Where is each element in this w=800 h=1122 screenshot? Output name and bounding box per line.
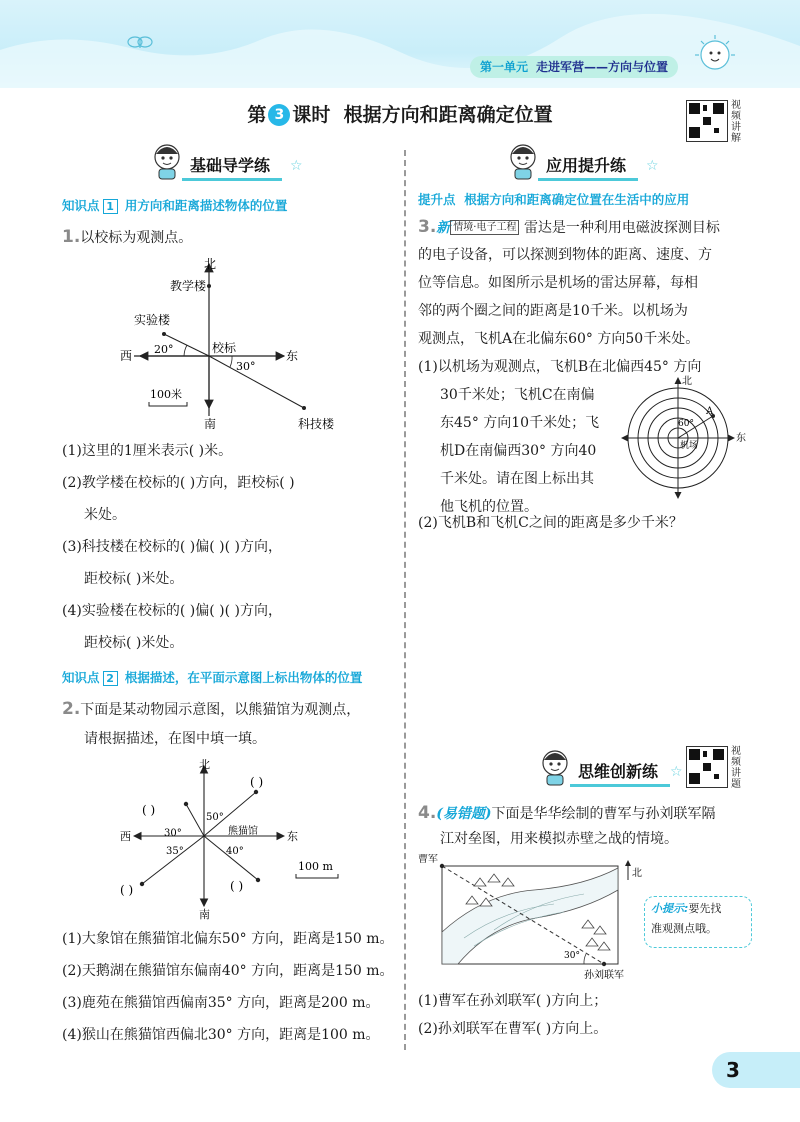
q1-compass-diagram — [112, 256, 342, 436]
header-band — [0, 0, 800, 88]
lesson-suffix: 课时 — [292, 104, 331, 126]
unit-tag — [470, 56, 678, 78]
section-innovation — [538, 756, 688, 786]
knowledge-point-2: 知识点 2 根据描述，在平面示意图上标出物体的位置 — [62, 670, 363, 685]
angle-30-label: 30° — [236, 360, 256, 373]
q4-item-2: (2)孙刘联军在曹军( )方向上。 — [418, 1021, 608, 1037]
east-label: 东 — [287, 830, 298, 843]
question-3-stem: 3.新 情境·电子工程 雷达是一种利用电磁波探测目标 — [418, 217, 720, 237]
east-label: 东 — [736, 433, 746, 444]
west-label: 西 — [120, 349, 133, 363]
star-icon: ☆ — [290, 158, 303, 174]
section-title: 基础导学练 — [182, 154, 282, 181]
building-tech-label: 科技楼 — [298, 417, 335, 431]
section-title: 思维创新练 — [570, 760, 670, 787]
q2-item-3: (3)鹿苑在熊猫馆西偏南35° 方向，距离是200 m。 — [62, 995, 380, 1011]
qr-label: 视频讲题 — [731, 746, 741, 790]
q3-sub1-line-2: 30千米处；飞机C在南偏 — [440, 387, 595, 403]
building-teaching-label: 教学楼 — [170, 279, 207, 293]
question-4-stem: 4.(易错题)下面是华华绘制的曹军与孙刘联军隔 — [418, 803, 716, 823]
knowledge-point-1: 知识点 1 用方向和距离描述物体的位置 — [62, 198, 288, 213]
q3-line-2: 的电子设备，可以探测到物体的距离、速度、方 — [418, 247, 712, 263]
east-label: 东 — [286, 349, 299, 363]
q4-battle-map — [414, 854, 644, 982]
west-label: 西 — [120, 830, 131, 843]
plane-a-label: A — [706, 406, 714, 417]
hint-box: 小提示:要先找 准观测点哦。 — [644, 896, 752, 948]
unit-title: 走进军营——方向与位置 — [536, 60, 669, 74]
page-number-tab — [712, 1052, 800, 1088]
header-decoration — [0, 0, 800, 88]
angle-35-label: 35° — [166, 846, 184, 857]
section-application — [506, 150, 666, 180]
qr-code-icon[interactable] — [686, 100, 728, 142]
q2-item-2: (2)天鹅湖在熊猫馆东偏南40° 方向，距离是150 m。 — [62, 963, 394, 979]
building-lab-label: 实验楼 — [134, 313, 171, 327]
star-icon: ☆ — [646, 158, 659, 174]
star-icon: ☆ — [670, 764, 683, 780]
q1-item-1: (1)这里的1厘米表示( )米。 — [62, 443, 233, 459]
lesson-number-badge: 3 — [268, 104, 290, 126]
north-label: 北 — [204, 257, 217, 271]
section-basic — [150, 150, 310, 180]
north-label: 北 — [682, 376, 692, 387]
angle-30-label: 30° — [564, 951, 580, 961]
question-1-stem: 1.以校标为观测点。 — [62, 227, 193, 247]
q2-item-4: (4)猴山在熊猫馆西偏北30° 方向，距离是100 m。 — [62, 1027, 380, 1043]
q2-zoo-diagram — [112, 756, 372, 920]
q3-line-3: 位等信息。如图所示是机场的雷达屏幕，每相 — [418, 275, 698, 291]
q3-sub2: (2)飞机B和飞机C之间的距离是多少千米？ — [418, 515, 683, 531]
q3-sub1-line-6: 他飞机的位置。 — [440, 499, 538, 515]
question-2-stem-2: 请根据描述，在图中填一填。 — [84, 731, 266, 747]
q3-sub1-line-3: 东45° 方向10千米处；飞 — [440, 415, 600, 431]
q1-item-3: (3)科技楼在校标的( )偏( )( )方向， — [62, 539, 282, 555]
qr-code-icon[interactable] — [686, 746, 728, 788]
airport-label: 机场 — [680, 441, 699, 451]
blank-sw: ( ) — [120, 883, 134, 897]
q2-item-1: (1)大象馆在熊猫馆北偏东50° 方向，距离是150 m。 — [62, 931, 394, 947]
scale-label: 100米 — [150, 388, 182, 401]
center-label: 校标 — [212, 341, 237, 355]
angle-30-label: 30° — [164, 828, 182, 839]
south-label: 南 — [204, 417, 217, 431]
q3-line-4: 邻的两个圈之间的距离是10千米。以机场为 — [418, 303, 688, 319]
center-label: 熊猫馆 — [228, 826, 258, 837]
q3-sub1-line-1: (1)以机场为观测点，飞机B在北偏西45° 方向 — [418, 359, 702, 375]
q3-line-5: 观测点，飞机A在北偏东60° 方向50千米处。 — [418, 331, 700, 347]
q1-item-4: (4)实验楼在校标的( )偏( )( )方向， — [62, 603, 282, 619]
north-label: 北 — [632, 868, 642, 879]
column-divider — [404, 150, 406, 1050]
q1-item-3b: 距校标( )米处。 — [84, 571, 184, 587]
north-label: 北 — [199, 758, 210, 771]
page-number: 3 — [726, 1058, 740, 1082]
angle-40-label: 40° — [226, 846, 244, 857]
q3-radar-diagram — [618, 374, 748, 502]
lesson-heading: 根据方向和距离确定位置 — [343, 104, 553, 126]
blank-nw: ( ) — [142, 803, 156, 817]
scale-label: 100 m — [298, 860, 333, 873]
lesson-prefix: 第 — [247, 104, 267, 126]
blank-se: ( ) — [230, 879, 244, 893]
section-title: 应用提升练 — [538, 154, 638, 181]
q4-line-2: 江对垒图，用来模拟赤壁之战的情境。 — [440, 831, 678, 847]
sunliu-army-label: 孙刘联军 — [584, 970, 624, 981]
kid-mascot-icon — [506, 142, 540, 180]
angle-50-label: 50° — [206, 812, 224, 823]
south-label: 南 — [199, 908, 210, 920]
blank-ne: ( ) — [250, 775, 264, 789]
q3-sub1-line-5: 千米处。请在图上标出其 — [440, 471, 594, 487]
q3-sub1-line-4: 机D在南偏西30° 方向40 — [440, 443, 597, 459]
kid-mascot-icon — [150, 142, 184, 180]
q1-item-2b: 米处。 — [84, 507, 126, 523]
q1-item-4b: 距校标( )米处。 — [84, 635, 184, 651]
angle-60-label: 60° — [678, 419, 694, 429]
cao-army-label: 曹军 — [418, 854, 438, 865]
butterfly-icon — [128, 37, 152, 48]
qr-label: 视频讲解 — [731, 100, 741, 144]
angle-20-label: 20° — [154, 343, 174, 356]
q4-item-1: (1)曹军在孙刘联军( )方向上； — [418, 993, 608, 1009]
question-2-stem: 2.下面是某动物园示意图，以熊猫馆为观测点， — [62, 699, 361, 719]
improvement-point: 提升点 根据方向和距离确定位置在生活中的应用 — [418, 192, 690, 207]
kid-mascot-icon — [538, 748, 572, 786]
lesson-title — [0, 100, 800, 127]
unit-label: 第一单元 — [480, 60, 529, 74]
q1-item-2: (2)教学楼在校标的( )方向，距校标( ) — [62, 475, 295, 491]
